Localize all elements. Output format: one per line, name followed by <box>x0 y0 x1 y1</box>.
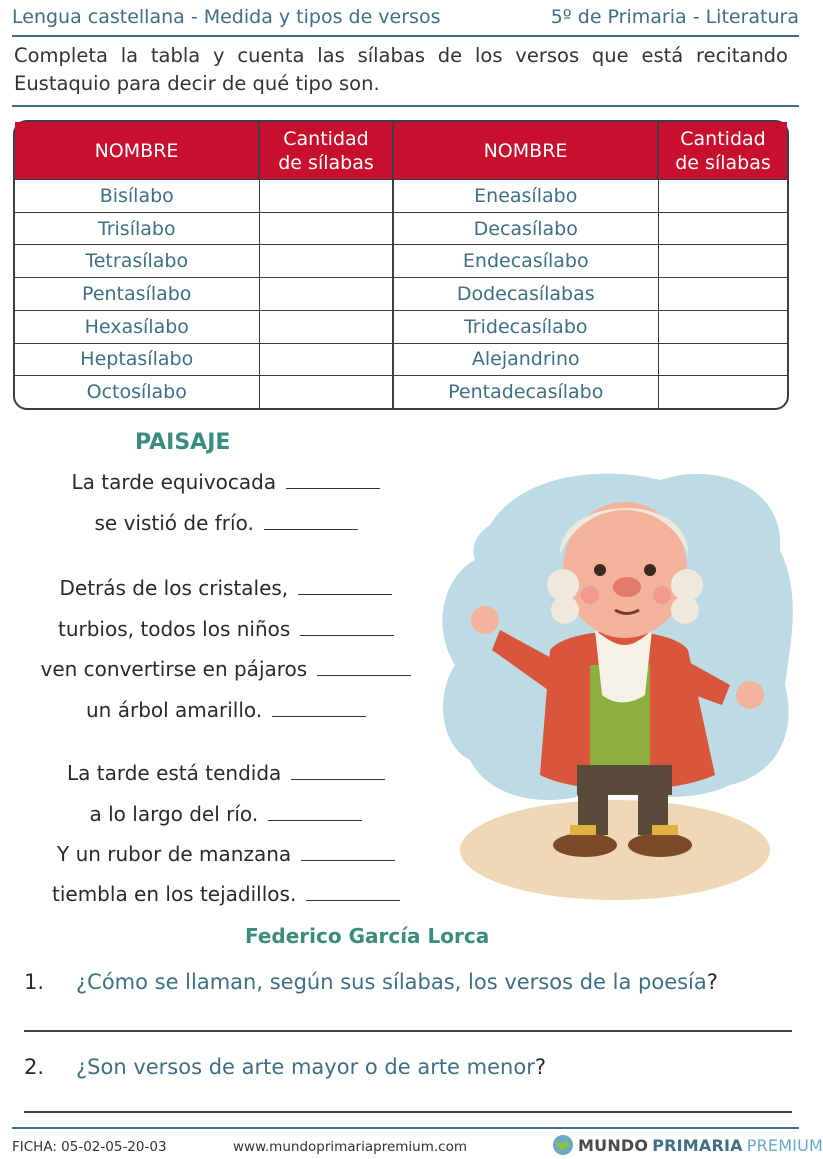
poem-line: Detrás de los cristales, <box>60 576 393 600</box>
col-header-count-2: Cantidad de sílabas <box>658 122 787 180</box>
poem-author: Federico García Lorca <box>245 924 490 948</box>
answer-blank[interactable] <box>268 802 362 821</box>
answer-line-1[interactable] <box>24 1030 792 1032</box>
question: 2. ¿Son versos de arte mayor o de arte menor? <box>24 1055 546 1079</box>
syllable-count-cell[interactable] <box>259 212 393 245</box>
col-header-name-2: NOMBRE <box>393 122 658 180</box>
poem-line: La tarde está tendida <box>67 761 385 785</box>
answer-blank[interactable] <box>306 882 400 901</box>
verse-type-name: Dodecasílabas <box>393 278 658 311</box>
verse-type-name: Alejandrino <box>393 343 658 376</box>
ficha-code: FICHA: 05-02-05-20-03 <box>12 1139 167 1155</box>
syllable-count-cell[interactable] <box>259 343 393 376</box>
table-row <box>15 245 787 278</box>
table-row <box>15 212 787 245</box>
subject-title: Lengua castellana - Medida y tipos de versos <box>12 6 441 28</box>
poem-line: turbios, todos los niños <box>58 617 394 641</box>
eustaquio-illustration <box>430 455 800 910</box>
poem-line: ven convertirse en pájaros <box>41 657 412 681</box>
site-url[interactable]: www.mundoprimariapremium.com <box>233 1139 467 1155</box>
verse-type-name: Heptasílabo <box>15 343 259 376</box>
verse-type-name: Pentadecasílabo <box>393 376 658 408</box>
instructions-divider <box>12 105 799 107</box>
syllable-count-cell[interactable] <box>259 310 393 343</box>
answer-blank[interactable] <box>286 470 380 489</box>
grade-label: 5º de Primaria - Literatura <box>550 6 799 28</box>
poem-line: La tarde equivocada <box>72 470 381 494</box>
verse-type-name: Tridecasílabo <box>393 310 658 343</box>
verse-type-name: Bisílabo <box>15 180 259 213</box>
table-row <box>15 343 787 376</box>
verse-type-name: Tetrasílabo <box>15 245 259 278</box>
syllable-count-cell[interactable] <box>658 310 787 343</box>
table-row <box>15 376 787 408</box>
poem-line: Y un rubor de manzana <box>57 842 395 866</box>
verse-type-name: Hexasílabo <box>15 310 259 343</box>
poem-line: a lo largo del río. <box>90 802 363 826</box>
answer-blank[interactable] <box>298 576 392 595</box>
verse-type-name: Trisílabo <box>15 212 259 245</box>
poem-line: tiembla en los tejadillos. <box>52 882 400 906</box>
footer-divider <box>12 1127 799 1129</box>
syllable-count-cell[interactable] <box>658 180 787 213</box>
answer-blank[interactable] <box>264 511 358 530</box>
question: 1. ¿Cómo se llaman, según sus sílabas, los versos de la poesía? <box>24 970 718 994</box>
syllable-count-cell[interactable] <box>658 278 787 311</box>
answer-line-2[interactable] <box>24 1111 792 1113</box>
col-header-name: NOMBRE <box>15 122 259 180</box>
answer-blank[interactable] <box>301 842 395 861</box>
poem-title: PAISAJE <box>135 430 231 455</box>
ground-shadow <box>460 800 770 900</box>
verse-type-name: Endecasílabo <box>393 245 658 278</box>
header-divider <box>12 35 799 37</box>
answer-blank[interactable] <box>272 698 366 717</box>
syllable-count-cell[interactable] <box>259 245 393 278</box>
instructions: Completa la tabla y cuenta las sílabas de los versos que está recitando Eustaquio para decir de qué tipo son. <box>14 44 788 95</box>
answer-blank[interactable] <box>300 617 394 636</box>
table-row <box>15 310 787 343</box>
globe-icon <box>552 1134 574 1156</box>
verse-type-name: Pentasílabo <box>15 278 259 311</box>
syllable-count-cell[interactable] <box>658 245 787 278</box>
syllable-count-cell[interactable] <box>658 343 787 376</box>
page-header <box>12 6 799 32</box>
col-header-count: Cantidad de sílabas <box>259 122 393 180</box>
brand-logo: MUNDO PRIMARIA PREMIUM <box>552 1134 823 1156</box>
syllable-count-cell[interactable] <box>658 376 787 408</box>
poem-line: un árbol amarillo. <box>86 698 366 722</box>
syllable-table <box>13 120 789 410</box>
table-row <box>15 180 787 213</box>
syllable-count-cell[interactable] <box>259 376 393 408</box>
verse-type-name: Decasílabo <box>393 212 658 245</box>
syllable-count-cell[interactable] <box>658 212 787 245</box>
syllable-count-cell[interactable] <box>259 278 393 311</box>
answer-blank[interactable] <box>317 657 411 676</box>
verse-type-name: Eneasílabo <box>393 180 658 213</box>
table-row <box>15 278 787 311</box>
poem-line: se vistió de frío. <box>95 511 358 535</box>
answer-blank[interactable] <box>291 761 385 780</box>
verse-type-name: Octosílabo <box>15 376 259 408</box>
syllable-count-cell[interactable] <box>259 180 393 213</box>
